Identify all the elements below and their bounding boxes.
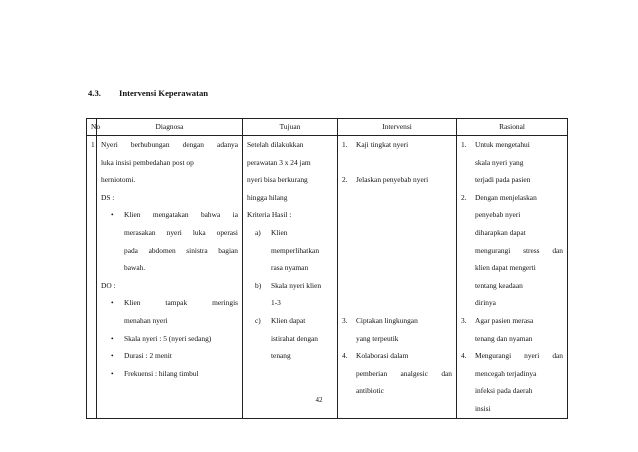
rasional-line: tentang keadaan (475, 280, 523, 290)
intervensi-item (342, 171, 452, 189)
ds-item-line: bawah. (124, 263, 146, 273)
intervensi-item (342, 347, 452, 400)
kriteria-item-label: a) (255, 227, 261, 237)
intervensi-item (342, 312, 452, 347)
bullet-icon: • (111, 210, 114, 220)
rasional-line: Dengan menjelaskan (475, 192, 537, 202)
rasional-line: mengurangi stress dan (475, 245, 563, 255)
kriteria-item-line: memperlihatkan (271, 245, 320, 255)
page-number: 42 (315, 396, 323, 404)
tujuan-line: hingga hilang (247, 192, 288, 202)
table-row (87, 136, 568, 419)
kriteria-item-line: Skala nyeri klien (271, 280, 322, 290)
intervensi-line: yang terpeutik (356, 333, 399, 343)
intervensi-item (342, 136, 452, 154)
kriteria-item (247, 277, 333, 312)
bullet-icon: • (111, 333, 114, 343)
section-title: Intervensi Keperawatan (119, 88, 209, 98)
header-diagnosa: Diagnosa (97, 119, 243, 136)
ds-item-line: pada abdomen sinistra bagian (124, 245, 238, 255)
intervention-table (86, 118, 568, 419)
rasional-number: 4. (461, 351, 467, 361)
do-item-line: Klien tampak meringis (124, 298, 238, 308)
do-bullet-item (101, 347, 238, 365)
rasional-line: diharapkan dapat (475, 227, 526, 237)
rasional-line: tenang dan nyaman (475, 333, 533, 343)
tujuan-line: perawatan 3 x 24 jam (247, 157, 311, 167)
intervensi-number: 3. (342, 315, 348, 325)
rasional-line: terjadi pada pasien (475, 175, 531, 185)
rasional-number: 3. (461, 315, 467, 325)
header-tujuan: Tujuan (243, 119, 338, 136)
rasional-line: Mengurangi nyeri dan (475, 351, 563, 361)
do-bullet-item (101, 330, 238, 348)
kriteria-item-line: tenang (271, 351, 291, 361)
intervensi-line: Kaji tingkat nyeri (356, 140, 409, 149)
cell-no: 1 (87, 136, 97, 419)
bullet-icon: • (111, 298, 114, 308)
intervensi-number: 4. (342, 351, 348, 361)
ds-item-line: Klien mengatakan bahwa ia (124, 210, 238, 220)
rasional-number: 2. (461, 192, 467, 202)
rasional-line: skala nyeri yang (475, 157, 524, 167)
kriteria-item-line: rasa nyaman (271, 263, 309, 273)
rasional-number: 1. (461, 140, 467, 149)
kriteria-item (247, 224, 333, 277)
cell-rasional (457, 136, 568, 419)
section-heading (88, 88, 208, 98)
rasional-line: insisi (475, 403, 491, 413)
intervensi-line: pemberian analgesic dan (356, 368, 452, 378)
do-bullet-item (101, 294, 238, 329)
cell-intervensi (338, 136, 457, 419)
section-number: 4.3. (88, 88, 101, 98)
rasional-line: mencegah terjadinya (475, 368, 537, 378)
kriteria-item (247, 312, 333, 365)
kriteria-item-line: istirahat dengan (271, 333, 318, 343)
kriteria-item-label: b) (255, 280, 262, 290)
header-rasional: Rasional (457, 119, 568, 136)
bullet-icon: • (111, 368, 114, 378)
ds-label: DS : (101, 192, 115, 202)
cell-diagnosa (97, 136, 243, 419)
intervensi-line: antibiotic (356, 386, 384, 396)
tujuan-line: nyeri bisa berkurang (247, 175, 308, 185)
tujuan-line: Setelah dilakukkan (247, 140, 304, 149)
do-item-line: Durasi : 2 menit (124, 351, 172, 361)
rasional-item (461, 136, 563, 189)
intervensi-number: 2. (342, 175, 348, 185)
diagnosa-line: luka insisi pembedahan post op (101, 157, 194, 167)
rasional-item (461, 312, 563, 347)
kriteria-item-line: Klien (271, 227, 288, 237)
rasional-item (461, 347, 563, 417)
kriteria-item-label: c) (255, 315, 261, 325)
bullet-icon: • (111, 351, 114, 361)
rasional-item (461, 189, 563, 312)
rasional-line: klien dapat mengerti (475, 263, 536, 273)
kriteria-item-line: Klien dapat (271, 315, 306, 325)
rasional-line: dirinya (475, 298, 496, 308)
kriteria-hasil-label: Kriteria Hasil : (247, 210, 292, 220)
ds-item-line: merasakan nyeri luka operasi (124, 227, 238, 237)
diagnosa-line: Nyeri berhubungan dengan adanya (101, 140, 238, 149)
rasional-line: infeksi pada daerah (475, 386, 533, 396)
intervensi-line: Ciptakan lingkungan (356, 315, 418, 325)
kriteria-item-line: 1-3 (271, 298, 281, 308)
header-intervensi: Intervensi (338, 119, 457, 136)
intervensi-line: Kolaborasi dalam (356, 351, 409, 361)
cell-tujuan (243, 136, 338, 419)
do-item-line: Frekuensi : hilang timbul (124, 368, 199, 378)
do-item-line: menahan nyeri (124, 315, 168, 325)
rasional-line: Untuk mengetahui (475, 140, 530, 149)
intervensi-line: Jelaskan penyebab nyeri (356, 175, 429, 185)
diagnosa-line: herniotomi. (101, 175, 136, 185)
table-header-row (87, 119, 568, 136)
intervensi-number: 1. (342, 140, 348, 149)
do-bullet-item (101, 365, 238, 383)
do-label: DO : (101, 280, 116, 290)
header-no: No (87, 119, 97, 136)
do-item-line: Skala nyeri : 5 (nyeri sedang) (124, 333, 212, 343)
ds-bullet-item (101, 206, 238, 276)
rasional-line: Agar pasien merasa (475, 315, 534, 325)
rasional-line: penyebab nyeri (475, 210, 521, 220)
